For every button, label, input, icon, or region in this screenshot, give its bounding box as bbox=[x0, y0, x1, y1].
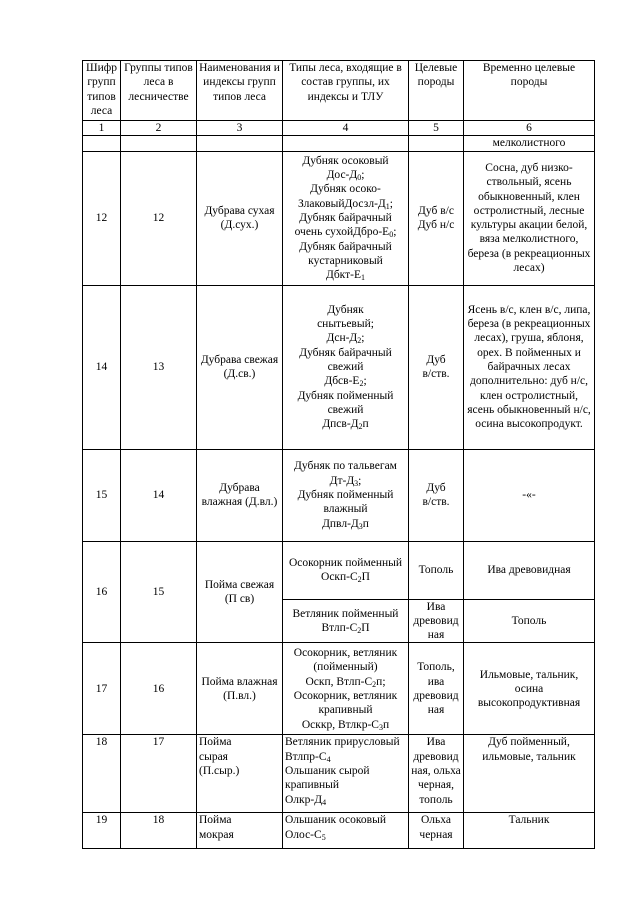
temp-target-cell: Ива древовидная bbox=[464, 541, 595, 599]
target-cell: Ива древовидная, ольха черная, тополь bbox=[409, 735, 464, 813]
table-header-row bbox=[83, 61, 595, 121]
temp-target-cell: -«- bbox=[464, 449, 595, 541]
temp-target-cell: Ильмовые, тальник, осина высокопродуктивная bbox=[464, 643, 595, 735]
shifr-cell: 14 bbox=[83, 285, 121, 449]
shifr-cell: 15 bbox=[83, 449, 121, 541]
group-cell: 17 bbox=[121, 735, 197, 813]
header-types: Типы леса, входящие в состав группы, их индексы и ТЛУ bbox=[283, 61, 409, 121]
forest-types-table bbox=[82, 60, 595, 849]
name-cell: Дубрава свежая (Д.св.) bbox=[197, 285, 283, 449]
header-names: Наименования и индексы групп типов леса bbox=[197, 61, 283, 121]
types-cell: Ветляник пойменный Втлп-$С_2П$ bbox=[283, 599, 409, 643]
group-cell: 13 bbox=[121, 285, 197, 449]
header-shifr: Шифр групп типов леса bbox=[83, 61, 121, 121]
group-cell: 15 bbox=[121, 541, 197, 643]
carryover-text: мелколистного bbox=[464, 136, 595, 151]
header-temp-target: Временно целевые породы bbox=[464, 61, 595, 121]
group-cell: 12 bbox=[121, 151, 197, 285]
name-cell: Дубрава сухая (Д.сух.) bbox=[197, 151, 283, 285]
types-cell: Дубняк по тальвегам $Дт-Д_3$; Дубняк пойменный влажный Дпвл-$Д_3п$ bbox=[283, 449, 409, 541]
types-cell: Ветляник прирусловый Втлпр-$С_4$ Ольшаник сырой крапивный Олкр-$Д_4$ bbox=[283, 735, 409, 813]
column-number: 4 bbox=[283, 121, 409, 136]
table-row bbox=[83, 643, 595, 735]
target-cell: Дуб в/с Дуб н/с bbox=[409, 151, 464, 285]
group-cell: 16 bbox=[121, 643, 197, 735]
shifr-cell: 16 bbox=[83, 541, 121, 643]
target-cell: Дуб в/ств. bbox=[409, 449, 464, 541]
temp-target-cell: Ясень в/с, клен в/с, липа, береза (в рекреационных лесах), груша, яблоня, орех. В пойменных и байрачных лесах дополнительно: дуб н/с, клен остролистный, ясень обыкновенный н/с, осина высокопродукт. bbox=[464, 285, 595, 449]
types-cell: Осокорник, ветляник (пойменный) Оскп, Втлп-$С_2п$; Осокорник, ветляник крапивный Осккр, Втлкр-$С_3п$ bbox=[283, 643, 409, 735]
types-cell: Ольшаник осоковый Олос-$С_5$ bbox=[283, 813, 409, 849]
carryover-row bbox=[83, 136, 595, 151]
types-cell: Осокорник пойменный Оскп-$С_2П$ bbox=[283, 541, 409, 599]
table-row bbox=[83, 285, 595, 449]
target-cell: Тополь bbox=[409, 541, 464, 599]
table-row bbox=[83, 151, 595, 285]
table-row bbox=[83, 735, 595, 813]
target-cell: Тополь, ива древовидная bbox=[409, 643, 464, 735]
name-cell: Дубрава влажная (Д.вл.) bbox=[197, 449, 283, 541]
name-cell: Пойма свежая (П св) bbox=[197, 541, 283, 643]
shifr-cell: 19 bbox=[83, 813, 121, 849]
column-number: 6 bbox=[464, 121, 595, 136]
header-target: Целевые породы bbox=[409, 61, 464, 121]
name-cell: Пойма влажная (П.вл.) bbox=[197, 643, 283, 735]
name-cell: Пойма сырая (П.сыр.) bbox=[197, 735, 283, 813]
table-row bbox=[83, 449, 595, 541]
temp-target-cell: Дуб пойменный, ильмовые, тальник bbox=[464, 735, 595, 813]
types-cell: Дубняк осоковый Дос-$Д_0$; Дубняк осоко-$ЗлаковыйДосзл-Д_1$; Дубняк байрачный очень сухойДбро-$Е_0$; Дубняк байрачный кустарниковый Дбкт-$Е_1$ bbox=[283, 151, 409, 285]
table-row bbox=[83, 541, 595, 599]
name-cell: Пойма мокрая bbox=[197, 813, 283, 849]
column-number: 3 bbox=[197, 121, 283, 136]
shifr-cell: 12 bbox=[83, 151, 121, 285]
shifr-cell: 18 bbox=[83, 735, 121, 813]
column-number: 2 bbox=[121, 121, 197, 136]
header-groups: Группы типов леса в лесничестве bbox=[121, 61, 197, 121]
temp-target-cell: Тальник bbox=[464, 813, 595, 849]
temp-target-cell: Сосна, дуб низко-ствольный, ясень обыкновенный, клен остролистный, лесные культуры акации белой, вяза мелколистного, береза (в рекреационных лесах) bbox=[464, 151, 595, 285]
column-number: 5 bbox=[409, 121, 464, 136]
column-number-row bbox=[83, 121, 595, 136]
target-cell: Ива древовидная bbox=[409, 599, 464, 643]
group-cell: 14 bbox=[121, 449, 197, 541]
types-cell: Дубняк снытьевый; Дсн-$Д_2$; Дубняк байрачный свежий Дбсв-$Е_2$; Дубняк пойменный свежий Дпсв-$Д_2п$ bbox=[283, 285, 409, 449]
shifr-cell: 17 bbox=[83, 643, 121, 735]
table-row bbox=[83, 813, 595, 849]
target-cell: Дуб в/ств. bbox=[409, 285, 464, 449]
target-cell: Ольха черная bbox=[409, 813, 464, 849]
temp-target-cell: Тополь bbox=[464, 599, 595, 643]
group-cell: 18 bbox=[121, 813, 197, 849]
column-number: 1 bbox=[83, 121, 121, 136]
